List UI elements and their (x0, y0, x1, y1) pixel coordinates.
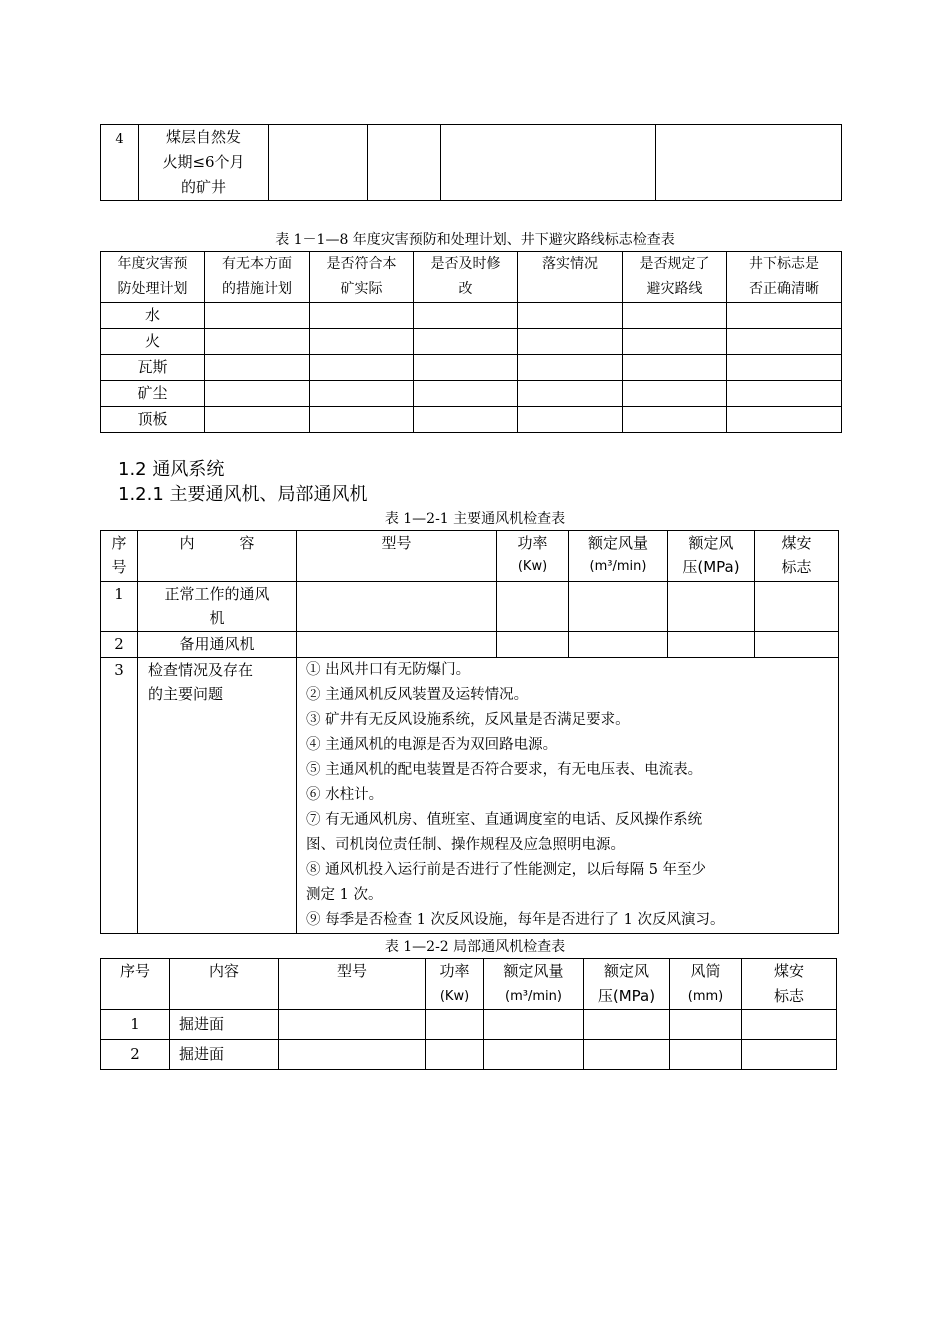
table-row (101, 582, 839, 632)
empty-cell (297, 582, 497, 632)
label-line: 正常工作的通风 (164, 585, 270, 603)
header-line: 标志 (773, 987, 804, 1005)
header-line: 矿实际 (340, 281, 383, 297)
table-row (101, 658, 839, 934)
empty-cell (623, 329, 727, 355)
description-line: 的矿井 (180, 178, 226, 196)
empty-cell (279, 1010, 426, 1040)
empty-cell (742, 1040, 837, 1070)
empty-cell (310, 381, 414, 407)
empty-cell (727, 303, 842, 329)
header-line: (m³/min) (589, 559, 647, 574)
header-cell (518, 252, 623, 303)
inspection-line: ③ 矿井有无反风设施系统，反风量是否满足要求。 (306, 712, 630, 728)
table-row (101, 1040, 837, 1070)
row-number: 2 (101, 632, 138, 658)
header-line: 避灾路线 (646, 281, 703, 297)
header-line: 是否符合本 (326, 256, 397, 272)
hazard-label: 火 (101, 329, 205, 355)
label-line: 检查情况及存在 (148, 661, 254, 679)
empty-cell (205, 407, 310, 433)
header-line: 有无本方面 (222, 256, 292, 272)
header-cell: 内 容 (138, 531, 297, 582)
inspection-line: ② 主通风机反风装置及运转情况。 (306, 687, 529, 703)
label-line: 的主要问题 (148, 685, 224, 703)
inspection-items (297, 658, 839, 934)
header-cell (497, 531, 569, 582)
header-line: 井下标志是 (749, 256, 819, 272)
empty-cell (205, 303, 310, 329)
header-line: 额定风量 (503, 962, 564, 980)
row-content: 掘进面 (170, 1010, 279, 1040)
header-line: (mm) (687, 989, 724, 1004)
header-line: (m³/min) (505, 989, 562, 1004)
empty-cell (414, 355, 518, 381)
empty-cell (414, 303, 518, 329)
empty-cell (518, 355, 623, 381)
header-cell (742, 959, 837, 1010)
inspection-line: ④ 主通风机的电源是否为双回路电源。 (306, 737, 558, 753)
empty-cell (205, 381, 310, 407)
empty-cell (205, 329, 310, 355)
header-line: 压(MPa) (597, 987, 656, 1005)
empty-cell (310, 303, 414, 329)
header-line: 是否及时修 (430, 256, 501, 272)
empty-cell (497, 582, 569, 632)
header-cell (101, 252, 205, 303)
header-cell (727, 252, 842, 303)
header-cell (623, 252, 727, 303)
empty-cell (623, 381, 727, 407)
table-caption: 表 1－1—8 年度灾害预防和处理计划、井下避灾路线标志检查表 (275, 232, 675, 248)
empty-cell (623, 407, 727, 433)
local-fan-table (100, 958, 837, 1070)
empty-cell (518, 407, 623, 433)
header-line: 防处理计划 (117, 281, 188, 297)
empty-cell (755, 632, 839, 658)
header-line: 额定风 (603, 962, 649, 980)
table-header-row (101, 531, 839, 582)
header-line: 否正确清晰 (749, 281, 819, 297)
row-label (138, 658, 297, 934)
table-row (101, 125, 842, 201)
empty-cell (569, 582, 668, 632)
inspection-line: ⑨ 每季是否检查 1 次反风设施，每年是否进行了 1 次反风演习。 (306, 912, 725, 928)
header-cell: 内容 (170, 959, 279, 1010)
header-cell (670, 959, 742, 1010)
inspection-line: 图、司机岗位责任制、操作规程及应急照明电源。 (306, 837, 625, 853)
header-line: 额定风 (688, 534, 734, 552)
inspection-line: ⑦ 有无通风机房、值班室、直通调度室的电话、反风操作系统 (306, 812, 703, 828)
empty-cell (269, 125, 368, 201)
empty-cell (205, 355, 310, 381)
empty-cell (584, 1040, 670, 1070)
table-row (101, 355, 842, 381)
header-line: 煤安 (773, 962, 804, 980)
table-row (101, 329, 842, 355)
table-header-row (101, 252, 842, 303)
description-line: 煤层自然发 (165, 128, 241, 146)
subsection-heading: 1.2.1 主要通风机、局部通风机 (118, 484, 368, 505)
header-line: 落实情况 (542, 256, 598, 272)
header-line: 风筒 (690, 962, 721, 980)
empty-cell (727, 355, 842, 381)
header-line: 功率 (517, 534, 548, 552)
header-cell (414, 252, 518, 303)
header-cell: 序号 (101, 959, 170, 1010)
table-row (101, 1010, 837, 1040)
empty-cell (727, 407, 842, 433)
empty-cell (727, 381, 842, 407)
hazard-label: 水 (101, 303, 205, 329)
empty-cell (584, 1010, 670, 1040)
header-cell: 型号 (297, 531, 497, 582)
empty-cell (623, 355, 727, 381)
empty-cell (368, 125, 441, 201)
empty-cell (656, 125, 842, 201)
header-cell: 型号 (279, 959, 426, 1010)
empty-cell (518, 381, 623, 407)
header-cell (484, 959, 584, 1010)
header-cell (310, 252, 414, 303)
hazard-label: 瓦斯 (101, 355, 205, 381)
empty-cell (670, 1040, 742, 1070)
empty-cell (426, 1040, 484, 1070)
row-label: 备用通风机 (138, 632, 297, 658)
header-cell (668, 531, 755, 582)
table-row (101, 303, 842, 329)
table-caption: 表 1—2-1 主要通风机检查表 (384, 511, 566, 527)
header-line: 的措施计划 (222, 281, 292, 297)
header-cell (205, 252, 310, 303)
header-line: (Kw) (517, 559, 548, 574)
empty-cell (569, 632, 668, 658)
section-heading: 1.2 通风系统 (118, 459, 225, 480)
table-row (101, 407, 842, 433)
table-row (101, 381, 842, 407)
header-cell (569, 531, 668, 582)
empty-cell (426, 1010, 484, 1040)
header-line: 压(MPa) (682, 558, 740, 576)
empty-cell (441, 125, 656, 201)
header-line: 年度灾害预 (117, 256, 188, 272)
empty-cell (279, 1040, 426, 1070)
empty-cell (310, 407, 414, 433)
header-line: 煤安 (781, 534, 812, 552)
empty-cell (414, 407, 518, 433)
header-line: 序 (111, 534, 127, 552)
empty-cell (518, 329, 623, 355)
empty-cell (518, 303, 623, 329)
empty-cell (497, 632, 569, 658)
inspection-line: ⑥ 水柱计。 (306, 787, 384, 803)
empty-cell (484, 1010, 584, 1040)
table-row (101, 632, 839, 658)
header-line: 标志 (781, 558, 812, 576)
empty-cell (623, 303, 727, 329)
table-header-row (101, 959, 837, 1010)
header-line: 改 (458, 281, 473, 297)
empty-cell (670, 1010, 742, 1040)
row-number: 1 (101, 1010, 170, 1040)
empty-cell (727, 329, 842, 355)
header-cell (755, 531, 839, 582)
empty-cell (484, 1040, 584, 1070)
row-number: 2 (101, 1040, 170, 1070)
description-line: 火期≤6个月 (162, 153, 245, 171)
row-label (138, 582, 297, 632)
hazard-label: 顶板 (101, 407, 205, 433)
row-description (139, 125, 269, 201)
header-cell (426, 959, 484, 1010)
header-line: 是否规定了 (639, 256, 710, 272)
empty-cell (668, 582, 755, 632)
empty-cell (310, 355, 414, 381)
empty-cell (742, 1010, 837, 1040)
inspection-line: ⑤ 主通风机的配电装置是否符合要求，有无电压表、电流表。 (306, 762, 703, 778)
empty-cell (668, 632, 755, 658)
empty-cell (755, 582, 839, 632)
hazard-label: 矿尘 (101, 381, 205, 407)
row-number: 3 (101, 658, 138, 934)
header-line: 功率 (439, 962, 470, 980)
inspection-line: ⑧ 通风机投入运行前是否进行了性能测定，以后每隔 5 年至少 (306, 862, 707, 878)
header-cell (101, 531, 138, 582)
header-line: (Kw) (439, 989, 470, 1004)
header-cell (584, 959, 670, 1010)
empty-cell (414, 329, 518, 355)
empty-cell (297, 632, 497, 658)
empty-cell (414, 381, 518, 407)
empty-cell (310, 329, 414, 355)
disaster-plan-table (100, 251, 842, 433)
label-line: 机 (209, 609, 225, 627)
inspection-line: ① 出风井口有无防爆门。 (306, 662, 471, 678)
inspection-line: 测定 1 次。 (306, 887, 383, 903)
row-content: 掘进面 (170, 1040, 279, 1070)
header-line: 额定风量 (587, 534, 648, 552)
header-line: 号 (111, 558, 127, 576)
table-caption: 表 1—2-2 局部通风机检查表 (384, 939, 566, 955)
main-fan-table (100, 530, 839, 934)
row-number: 4 (101, 125, 139, 201)
row-number: 1 (101, 582, 138, 632)
fire-period-table-fragment (100, 124, 842, 201)
